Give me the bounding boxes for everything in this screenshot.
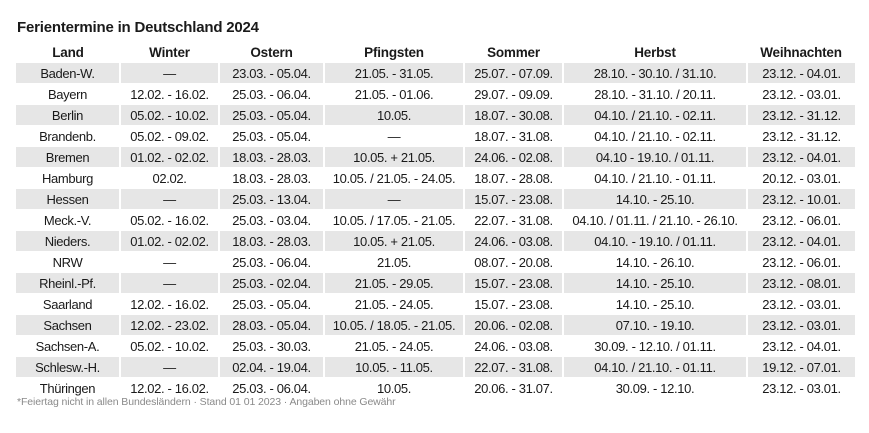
column-header-land: Land (52, 45, 84, 60)
pfingsten-cell: 10.05. / 17.05. - 21.05. (324, 210, 464, 231)
land-cell: Sachsen (16, 315, 120, 336)
column-header-pfingsten: Pfingsten (364, 45, 424, 60)
sommer-cell: 15.07. - 23.08. (464, 294, 563, 315)
herbst-cell: 14.10. - 26.10. (563, 252, 747, 273)
table-row (16, 252, 855, 273)
winter-cell: — (120, 189, 219, 210)
winter-cell: 05.02. - 16.02. (120, 210, 219, 231)
weihnachten-cell: 23.12. - 03.01. (747, 378, 855, 399)
land-cell: Berlin (16, 105, 120, 126)
weihnachten-cell: 23.12. - 04.01. (747, 147, 855, 168)
ostern-cell: 25.03. - 30.03. (219, 336, 324, 357)
land-cell: Saarland (16, 294, 120, 315)
land-cell: NRW (16, 252, 120, 273)
weihnachten-cell: 23.12. - 10.01. (747, 189, 855, 210)
sommer-cell: 24.06. - 03.08. (464, 231, 563, 252)
ostern-cell: 18.03. - 28.03. (219, 147, 324, 168)
land-cell: Bayern (16, 84, 120, 105)
ostern-cell: 25.03. - 13.04. (219, 189, 324, 210)
pfingsten-cell: 10.05. + 21.05. (324, 231, 464, 252)
column-header-weihnachten: Weihnachten (760, 45, 842, 60)
winter-cell: 01.02. - 02.02. (120, 231, 219, 252)
herbst-cell: 14.10. - 25.10. (563, 294, 747, 315)
pfingsten-cell: 21.05. - 31.05. (324, 63, 464, 84)
ostern-cell: 18.03. - 28.03. (219, 168, 324, 189)
ostern-cell: 25.03. - 03.04. (219, 210, 324, 231)
sommer-cell: 15.07. - 23.08. (464, 273, 563, 294)
ostern-cell: 23.03. - 05.04. (219, 63, 324, 84)
table-row (16, 189, 855, 210)
column-header-herbst: Herbst (634, 45, 676, 60)
winter-cell: 02.02. (120, 168, 219, 189)
land-cell: Thüringen (16, 378, 120, 399)
winter-cell: 12.02. - 16.02. (120, 378, 219, 399)
herbst-cell: 28.10. - 30.10. / 31.10. (563, 63, 747, 84)
herbst-cell: 04.10. / 01.11. / 21.10. - 26.10. (563, 210, 747, 231)
sommer-cell: 20.06. - 02.08. (464, 315, 563, 336)
pfingsten-cell: 10.05. (324, 105, 464, 126)
pfingsten-cell: 21.05. - 29.05. (324, 273, 464, 294)
land-cell: Brandenb. (16, 126, 120, 147)
weihnachten-cell: 23.12. - 03.01. (747, 294, 855, 315)
winter-cell: 12.02. - 16.02. (120, 84, 219, 105)
weihnachten-cell: 23.12. - 04.01. (747, 63, 855, 84)
ostern-cell: 25.03. - 05.04. (219, 105, 324, 126)
winter-cell: — (120, 63, 219, 84)
table-row (16, 357, 855, 378)
pfingsten-cell: 10.05. / 18.05. - 21.05. (324, 315, 464, 336)
footnote: *Feiertag nicht in allen Bundesländern · Stand 01 01 2023 · Angaben ohne Gewähr (17, 396, 396, 408)
herbst-cell: 30.09. - 12.10. (563, 378, 747, 399)
winter-cell: — (120, 252, 219, 273)
pfingsten-cell: 10.05. (324, 378, 464, 399)
herbst-cell: 14.10. - 25.10. (563, 189, 747, 210)
pfingsten-cell: 21.05. - 24.05. (324, 336, 464, 357)
ostern-cell: 25.03. - 06.04. (219, 84, 324, 105)
herbst-cell: 04.10. / 21.10. - 02.11. (563, 126, 747, 147)
weihnachten-cell: 23.12. - 31.12. (747, 105, 855, 126)
ostern-cell: 25.03. - 02.04. (219, 273, 324, 294)
land-cell: Sachsen-A. (16, 336, 120, 357)
weihnachten-cell: 23.12. - 06.01. (747, 210, 855, 231)
winter-cell: — (120, 273, 219, 294)
herbst-cell: 07.10. - 19.10. (563, 315, 747, 336)
column-header-sommer: Sommer (487, 45, 540, 60)
ostern-cell: 18.03. - 28.03. (219, 231, 324, 252)
herbst-cell: 04.10. / 21.10. - 02.11. (563, 105, 747, 126)
table-row (16, 378, 855, 399)
weihnachten-cell: 23.12. - 31.12. (747, 126, 855, 147)
pfingsten-cell: — (324, 189, 464, 210)
land-cell: Hessen (16, 189, 120, 210)
pfingsten-cell: — (324, 126, 464, 147)
column-header-ostern: Ostern (250, 45, 293, 60)
table-body (16, 63, 855, 399)
land-cell: Hamburg (16, 168, 120, 189)
ostern-cell: 02.04. - 19.04. (219, 357, 324, 378)
table-header-row (16, 43, 855, 63)
winter-cell: 12.02. - 16.02. (120, 294, 219, 315)
sommer-cell: 22.07. - 31.08. (464, 357, 563, 378)
table-row (16, 231, 855, 252)
sommer-cell: 18.07. - 30.08. (464, 105, 563, 126)
sommer-cell: 20.06. - 31.07. (464, 378, 563, 399)
land-cell: Schlesw.-H. (16, 357, 120, 378)
herbst-cell: 14.10. - 25.10. (563, 273, 747, 294)
pfingsten-cell: 21.05. - 01.06. (324, 84, 464, 105)
sommer-cell: 25.07. - 07.09. (464, 63, 563, 84)
winter-cell: 05.02. - 10.02. (120, 336, 219, 357)
column-header-winter: Winter (149, 45, 190, 60)
pfingsten-cell: 10.05. + 21.05. (324, 147, 464, 168)
table-row (16, 147, 855, 168)
herbst-cell: 30.09. - 12.10. / 01.11. (563, 336, 747, 357)
land-cell: Rheinl.-Pf. (16, 273, 120, 294)
pfingsten-cell: 10.05. / 21.05. - 24.05. (324, 168, 464, 189)
winter-cell: 05.02. - 10.02. (120, 105, 219, 126)
weihnachten-cell: 23.12. - 04.01. (747, 336, 855, 357)
ostern-cell: 25.03. - 06.04. (219, 252, 324, 273)
table-row (16, 336, 855, 357)
table-row (16, 63, 855, 84)
weihnachten-cell: 20.12. - 03.01. (747, 168, 855, 189)
herbst-cell: 04.10. / 21.10. - 01.11. (563, 357, 747, 378)
winter-cell: 12.02. - 23.02. (120, 315, 219, 336)
weihnachten-cell: 19.12. - 07.01. (747, 357, 855, 378)
sommer-cell: 15.07. - 23.08. (464, 189, 563, 210)
table-row (16, 210, 855, 231)
winter-cell: 01.02. - 02.02. (120, 147, 219, 168)
table-row (16, 105, 855, 126)
page-title: Ferientermine in Deutschland 2024 (17, 19, 259, 36)
table-row (16, 294, 855, 315)
table-row (16, 273, 855, 294)
table-row (16, 315, 855, 336)
ostern-cell: 25.03. - 05.04. (219, 126, 324, 147)
weihnachten-cell: 23.12. - 03.01. (747, 84, 855, 105)
ostern-cell: 25.03. - 06.04. (219, 378, 324, 399)
sommer-cell: 08.07. - 20.08. (464, 252, 563, 273)
pfingsten-cell: 10.05. - 11.05. (324, 357, 464, 378)
sommer-cell: 18.07. - 31.08. (464, 126, 563, 147)
sommer-cell: 22.07. - 31.08. (464, 210, 563, 231)
sommer-cell: 24.06. - 03.08. (464, 336, 563, 357)
pfingsten-cell: 21.05. (324, 252, 464, 273)
ostern-cell: 25.03. - 05.04. (219, 294, 324, 315)
land-cell: Meck.-V. (16, 210, 120, 231)
herbst-cell: 28.10. - 31.10. / 20.11. (563, 84, 747, 105)
weihnachten-cell: 23.12. - 06.01. (747, 252, 855, 273)
sommer-cell: 18.07. - 28.08. (464, 168, 563, 189)
pfingsten-cell: 21.05. - 24.05. (324, 294, 464, 315)
land-cell: Baden-W. (16, 63, 120, 84)
ostern-cell: 28.03. - 05.04. (219, 315, 324, 336)
herbst-cell: 04.10. - 19.10. / 01.11. (563, 231, 747, 252)
sommer-cell: 24.06. - 02.08. (464, 147, 563, 168)
weihnachten-cell: 23.12. - 04.01. (747, 231, 855, 252)
land-cell: Bremen (16, 147, 120, 168)
table-row (16, 84, 855, 105)
weihnachten-cell: 23.12. - 03.01. (747, 315, 855, 336)
land-cell: Nieders. (16, 231, 120, 252)
winter-cell: 05.02. - 09.02. (120, 126, 219, 147)
table-row (16, 126, 855, 147)
herbst-cell: 04.10. / 21.10. - 01.11. (563, 168, 747, 189)
herbst-cell: 04.10 - 19.10. / 01.11. (563, 147, 747, 168)
winter-cell: — (120, 357, 219, 378)
weihnachten-cell: 23.12. - 08.01. (747, 273, 855, 294)
table-row (16, 168, 855, 189)
holiday-table (16, 43, 855, 398)
sommer-cell: 29.07. - 09.09. (464, 84, 563, 105)
